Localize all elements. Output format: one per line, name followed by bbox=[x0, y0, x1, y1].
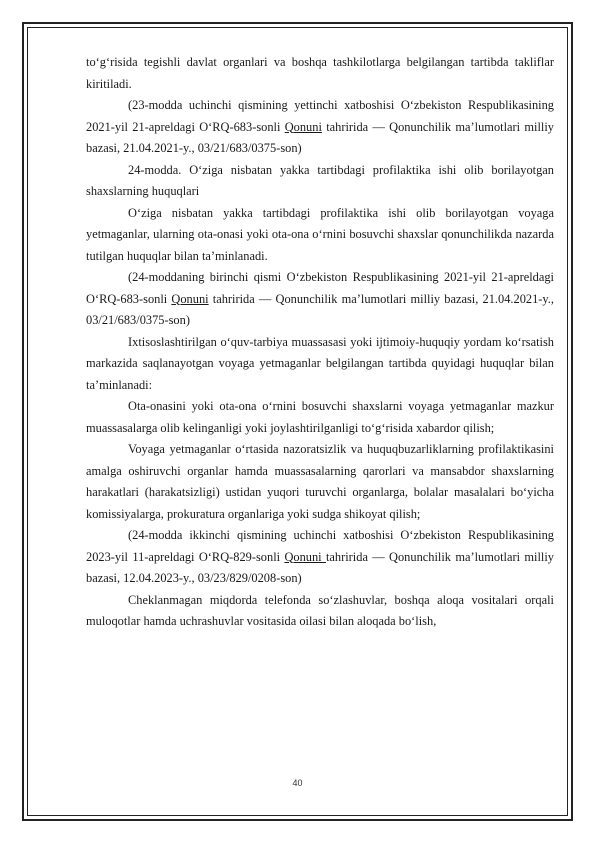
article-24-right-contact: Cheklanmagan miqdorda telefonda so‘zlashuvlar, boshqa aloqa vositalari orqali muloqotlar hamda uchrashuvlar vositasida oilasi bilan aloqada bo‘lish, bbox=[86, 592, 554, 628]
amendment-note-text: tahririda — Qonunchilik ma’lumotlari milliy bazasi, 12.04.2023-y., 03/23/829/0208-son) bbox=[86, 549, 554, 585]
law-link-qonuni[interactable]: Qonuni bbox=[284, 549, 326, 564]
document-body bbox=[86, 52, 554, 633]
amendment-note-text: (24-modda ikkinchi qismining uchinchi xatboshisi O‘zbekiston Respublikasining 2023-yil 11-apreldagi O‘RQ-829-sonli bbox=[86, 528, 554, 564]
amendment-note-text: tahririda — Qonunchilik ma’lumotlari milliy bazasi, 21.04.2021-y., 03/21/683/0375-son) bbox=[86, 291, 554, 327]
amendment-note-text: (24-moddaning birinchi qismi O‘zbekiston Respublikasining 2021-yil 21-apreldagi O‘RQ-683-sonli bbox=[86, 270, 554, 306]
article-24-right-complaint: Voyaga yetmaganlar o‘rtasida nazoratsizlik va huquqbuzarliklarning profilaktikasini amalga oshiruvchi organlar hamda muassasalarning qarorlari va mansabdor shaxslarning harakatlari (harakatsizligi) ustidan yuqori turuvchi organlarga, bolalar masalalari bo‘yicha komissiyalarga, prokuratura organlariga yoki sudga shikoyat qilish; bbox=[86, 442, 554, 521]
law-link-qonuni[interactable]: Qonuni bbox=[171, 291, 209, 306]
law-link-qonuni[interactable]: Qonuni bbox=[284, 119, 322, 134]
article-24-right-notify: Ota-onasini yoki ota-ona o‘rnini bosuvchi shaxslarni voyaga yetmaganlar mazkur muassasalarga olib kelinganligi yoki joylashtirilganligi to‘g‘risida xabardor qilish; bbox=[86, 399, 554, 435]
article-24-part-1: O‘ziga nisbatan yakka tartibdagi profilaktika ishi olib borilayotgan voyaga yetmaganlar, ularning ota-onasi yoki ota-ona o‘rnini bosuvchi shaxslar qonunchilikda nazarda tutilgan huquqlar bilan ta’minlanadi. bbox=[86, 205, 554, 263]
paragraph-continuation: to‘g‘risida tegishli davlat organlari va boshqa tashkilotlarga belgilangan tartibda takliflar kiritiladi. bbox=[86, 55, 554, 91]
article-24-heading: 24-modda. O‘ziga nisbatan yakka tartibdagi profilaktika ishi olib borilayotgan shaxslarning huquqlari bbox=[86, 162, 554, 198]
amendment-note-24-2 bbox=[86, 525, 554, 590]
page-number: 40 bbox=[292, 778, 303, 788]
amendment-note-text: (23-modda uchinchi qismining yettinchi xatboshisi O‘zbekiston Respublikasining 2021-yil 21-apreldagi O‘RQ-683-sonli bbox=[86, 98, 554, 134]
amendment-note-text: tahririda — Qonunchilik ma’lumotlari milliy bazasi, 21.04.2021-y., 03/21/683/0375-son) bbox=[86, 119, 554, 155]
amendment-note-24-1 bbox=[86, 267, 554, 332]
article-24-part-2: Ixtisoslashtirilgan o‘quv-tarbiya muassasasi yoki ijtimoiy-huquqiy yordam ko‘rsatish markazida saqlanayotgan voyaga yetmaganlar belgilangan tartibda quyidagi huquqlar bilan ta’minlanadi: bbox=[86, 334, 554, 392]
amendment-note-23 bbox=[86, 95, 554, 160]
